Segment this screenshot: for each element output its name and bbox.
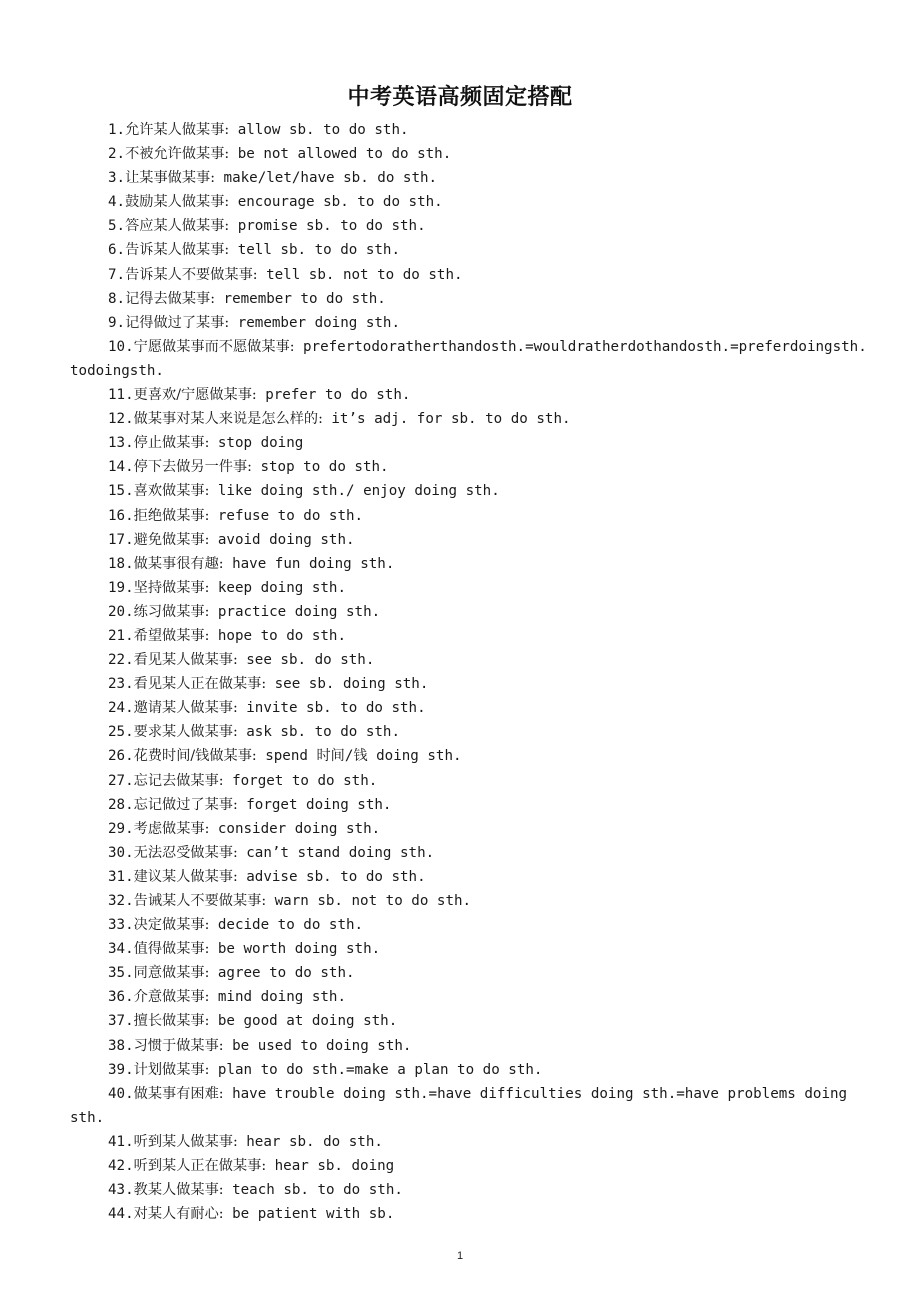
list-item — [70, 504, 880, 528]
item-english: encourage sb. to do sth. — [229, 194, 443, 211]
item-english: have fun doing sth. — [223, 555, 395, 572]
list-item — [70, 769, 880, 793]
list-item — [70, 961, 880, 985]
list-item — [70, 985, 880, 1009]
list-item — [70, 600, 880, 624]
item-number: 38. — [108, 1037, 134, 1054]
item-english: tell sb. to do sth. — [229, 242, 401, 259]
item-number: 15. — [108, 483, 134, 500]
item-english: be used to doing sth. — [223, 1037, 412, 1054]
item-number: 16. — [108, 507, 134, 524]
item-chinese: 希望做某事: — [133, 627, 210, 644]
list-item — [70, 672, 880, 696]
item-chinese: 无法忍受做某事: — [133, 844, 238, 861]
item-english: forget to do sth. — [223, 772, 378, 789]
list-item — [70, 1202, 880, 1226]
item-english: hear sb. do sth. — [237, 1133, 383, 1150]
item-english: be good at doing sth. — [209, 1013, 398, 1030]
item-chinese: 告诉某人不要做某事: — [125, 266, 258, 283]
item-number: 2. — [108, 146, 126, 163]
item-english: prefer to do sth. — [256, 387, 411, 404]
item-english: remember to do sth. — [215, 290, 386, 307]
item-chinese: 允许某人做某事: — [125, 122, 230, 138]
item-number: 37. — [108, 1013, 134, 1030]
item-number: 14. — [108, 459, 134, 476]
list-item — [70, 1009, 880, 1033]
item-number: 31. — [108, 868, 134, 885]
item-chinese: 鼓励某人做某事: — [125, 194, 230, 211]
item-number: 1. — [108, 122, 126, 138]
item-number: 23. — [108, 676, 134, 693]
item-chinese: 建议某人做某事: — [133, 868, 238, 885]
item-english: tell sb. not to do sth. — [257, 266, 463, 283]
list-item — [70, 793, 880, 817]
item-chinese: 考虑做某事: — [133, 820, 210, 837]
item-number: 18. — [108, 555, 134, 572]
item-english: keep doing sth. — [209, 579, 347, 596]
list-item — [70, 648, 880, 672]
item-number: 12. — [108, 411, 134, 428]
item-number: 43. — [108, 1182, 134, 1199]
item-english: be not allowed to do sth. — [229, 146, 452, 163]
item-chinese: 邀请某人做某事: — [133, 700, 238, 717]
item-number: 40. — [108, 1085, 134, 1102]
list-item — [70, 431, 880, 455]
item-english: agree to do sth. — [209, 965, 355, 982]
item-number: 24. — [108, 700, 134, 717]
item-chinese: 习惯于做某事: — [133, 1037, 224, 1054]
list-item — [70, 238, 880, 262]
item-number: 19. — [108, 579, 134, 596]
item-number: 27. — [108, 772, 134, 789]
list-item — [70, 407, 880, 431]
document-title: 中考英语高频固定搭配 — [347, 85, 573, 110]
item-number: 9. — [108, 314, 126, 331]
list-item — [70, 190, 880, 214]
list-item — [70, 937, 880, 961]
item-chinese: 做某事对某人来说是怎么样的: — [133, 411, 323, 428]
item-chinese: 计划做某事: — [133, 1061, 210, 1078]
item-number: 20. — [108, 603, 134, 620]
list-item — [70, 913, 880, 937]
item-chinese: 坚持做某事: — [133, 579, 210, 596]
item-english: have trouble doing sth.=have difficulties doing sth.=have problems doing sth. — [70, 1085, 848, 1126]
item-chinese: 教某人做某事: — [133, 1182, 224, 1199]
item-english: invite sb. to do sth. — [237, 700, 426, 717]
item-chinese: 擅长做某事: — [133, 1013, 210, 1030]
phrase-list — [70, 118, 880, 1226]
list-item — [70, 166, 880, 190]
item-english: plan to do sth.=make a plan to do sth. — [209, 1061, 543, 1078]
item-chinese: 停止做某事: — [133, 435, 210, 452]
list-item — [70, 142, 880, 166]
item-chinese: 练习做某事: — [133, 603, 210, 620]
item-chinese: 同意做某事: — [133, 965, 210, 982]
item-chinese: 看见某人正在做某事: — [133, 676, 267, 693]
item-chinese: 要求某人做某事: — [133, 724, 238, 741]
page-number: 1 — [456, 1250, 464, 1262]
item-english: be worth doing sth. — [209, 941, 381, 958]
item-chinese: 值得做某事: — [133, 941, 210, 958]
list-item — [70, 335, 880, 383]
item-english: remember doing sth. — [229, 314, 401, 331]
item-number: 44. — [108, 1206, 134, 1223]
list-item — [70, 744, 880, 768]
item-english: avoid doing sth. — [209, 531, 355, 548]
item-english: see sb. doing sth. — [266, 676, 429, 693]
item-english: hope to do sth. — [209, 627, 347, 644]
item-number: 35. — [108, 965, 134, 982]
item-number: 6. — [108, 242, 126, 259]
item-chinese: 做某事有困难: — [133, 1085, 224, 1102]
item-english: stop to do sth. — [251, 459, 389, 476]
list-item — [70, 1034, 880, 1058]
item-number: 4. — [108, 194, 126, 211]
item-chinese: 听到某人正在做某事: — [133, 1158, 267, 1175]
item-english: like doing sth./ enjoy doing sth. — [209, 483, 500, 500]
item-chinese: 告诉某人做某事: — [125, 242, 230, 259]
item-english: allow sb. to do sth. — [229, 122, 409, 138]
item-chinese: 对某人有耐心: — [133, 1206, 224, 1223]
list-item — [70, 311, 880, 335]
item-number: 25. — [108, 724, 134, 741]
list-item — [70, 118, 880, 142]
item-number: 32. — [108, 893, 134, 909]
item-number: 21. — [108, 627, 134, 644]
item-number: 26. — [108, 748, 134, 765]
list-item — [70, 1058, 880, 1082]
item-english: see sb. do sth. — [237, 652, 375, 669]
list-item — [70, 865, 880, 889]
item-english: mind doing sth. — [209, 989, 347, 1006]
item-number: 34. — [108, 941, 134, 958]
list-item — [70, 552, 880, 576]
item-number: 8. — [108, 290, 126, 307]
list-item — [70, 576, 880, 600]
item-chinese: 更喜欢/宁愿做某事: — [133, 387, 257, 404]
list-item — [70, 287, 880, 311]
item-english: decide to do sth. — [209, 917, 364, 934]
item-number: 7. — [108, 266, 126, 283]
item-english: teach sb. to do sth. — [223, 1182, 403, 1199]
item-english: consider doing sth. — [209, 820, 381, 837]
item-chinese: 记得去做某事: — [125, 290, 215, 307]
item-number: 3. — [108, 170, 126, 187]
item-english: promise sb. to do sth. — [229, 218, 426, 235]
item-chinese: 忘记去做某事: — [133, 772, 224, 789]
item-english: refuse to do sth. — [209, 507, 364, 524]
item-number: 10. — [108, 338, 134, 355]
item-number: 39. — [108, 1061, 134, 1078]
list-item — [70, 528, 880, 552]
item-chinese: 花费时间/钱做某事: — [133, 748, 257, 765]
item-number: 11. — [108, 387, 134, 404]
item-number: 29. — [108, 820, 134, 837]
item-number: 36. — [108, 989, 134, 1006]
item-number: 5. — [108, 218, 126, 235]
list-item — [70, 624, 880, 648]
item-chinese: 不被允许做某事: — [125, 146, 230, 163]
list-item — [70, 383, 880, 407]
item-chinese: 拒绝做某事: — [133, 507, 210, 524]
item-english: spend 时间/钱 doing sth. — [256, 748, 462, 765]
list-item — [70, 479, 880, 503]
item-chinese: 做某事很有趣: — [133, 555, 224, 572]
item-english: practice doing sth. — [209, 603, 381, 620]
item-english: hear sb. doing — [266, 1158, 395, 1175]
item-english: stop doing — [209, 435, 304, 452]
list-item — [70, 455, 880, 479]
list-item — [70, 696, 880, 720]
item-english: can’t stand doing sth. — [237, 844, 435, 861]
item-english: it’s adj. for sb. to do sth. — [322, 411, 571, 428]
list-item — [70, 1178, 880, 1202]
item-number: 22. — [108, 652, 134, 669]
list-item — [70, 841, 880, 865]
item-english: make/let/have sb. do sth. — [215, 170, 438, 187]
item-number: 41. — [108, 1133, 134, 1150]
item-chinese: 停下去做另一件事: — [133, 459, 252, 476]
item-number: 13. — [108, 435, 134, 452]
list-item — [70, 817, 880, 841]
list-item — [70, 263, 880, 287]
item-english: be patient with sb. — [223, 1206, 395, 1223]
item-chinese: 看见某人做某事: — [133, 652, 238, 669]
item-english: prefertodoratherthandosth.=wouldratherdothandosth.=preferdoingsth. todoingsth. — [70, 338, 867, 379]
item-english: warn sb. not to do sth. — [266, 893, 472, 909]
item-chinese: 介意做某事: — [133, 989, 210, 1006]
item-english: advise sb. to do sth. — [237, 868, 426, 885]
list-item — [70, 1082, 880, 1130]
item-number: 42. — [108, 1158, 134, 1175]
list-item — [70, 1154, 880, 1178]
item-chinese: 喜欢做某事: — [133, 483, 210, 500]
item-chinese: 听到某人做某事: — [133, 1133, 238, 1150]
item-english: forget doing sth. — [237, 796, 392, 813]
list-item — [70, 720, 880, 744]
list-item — [70, 889, 880, 913]
item-chinese: 避免做某事: — [133, 531, 210, 548]
item-chinese: 记得做过了某事: — [125, 314, 230, 331]
item-chinese: 告诫某人不要做某事: — [133, 893, 267, 909]
item-chinese: 宁愿做某事而不愿做某事: — [133, 338, 295, 355]
item-english: ask sb. to do sth. — [237, 724, 401, 741]
item-chinese: 决定做某事: — [133, 917, 210, 934]
item-number: 30. — [108, 844, 134, 861]
item-chinese: 让某事做某事: — [125, 170, 215, 187]
item-number: 33. — [108, 917, 134, 934]
list-item — [70, 214, 880, 238]
item-chinese: 答应某人做某事: — [125, 218, 230, 235]
item-number: 17. — [108, 531, 134, 548]
list-item — [70, 1130, 880, 1154]
item-chinese: 忘记做过了某事: — [133, 796, 238, 813]
item-number: 28. — [108, 796, 134, 813]
